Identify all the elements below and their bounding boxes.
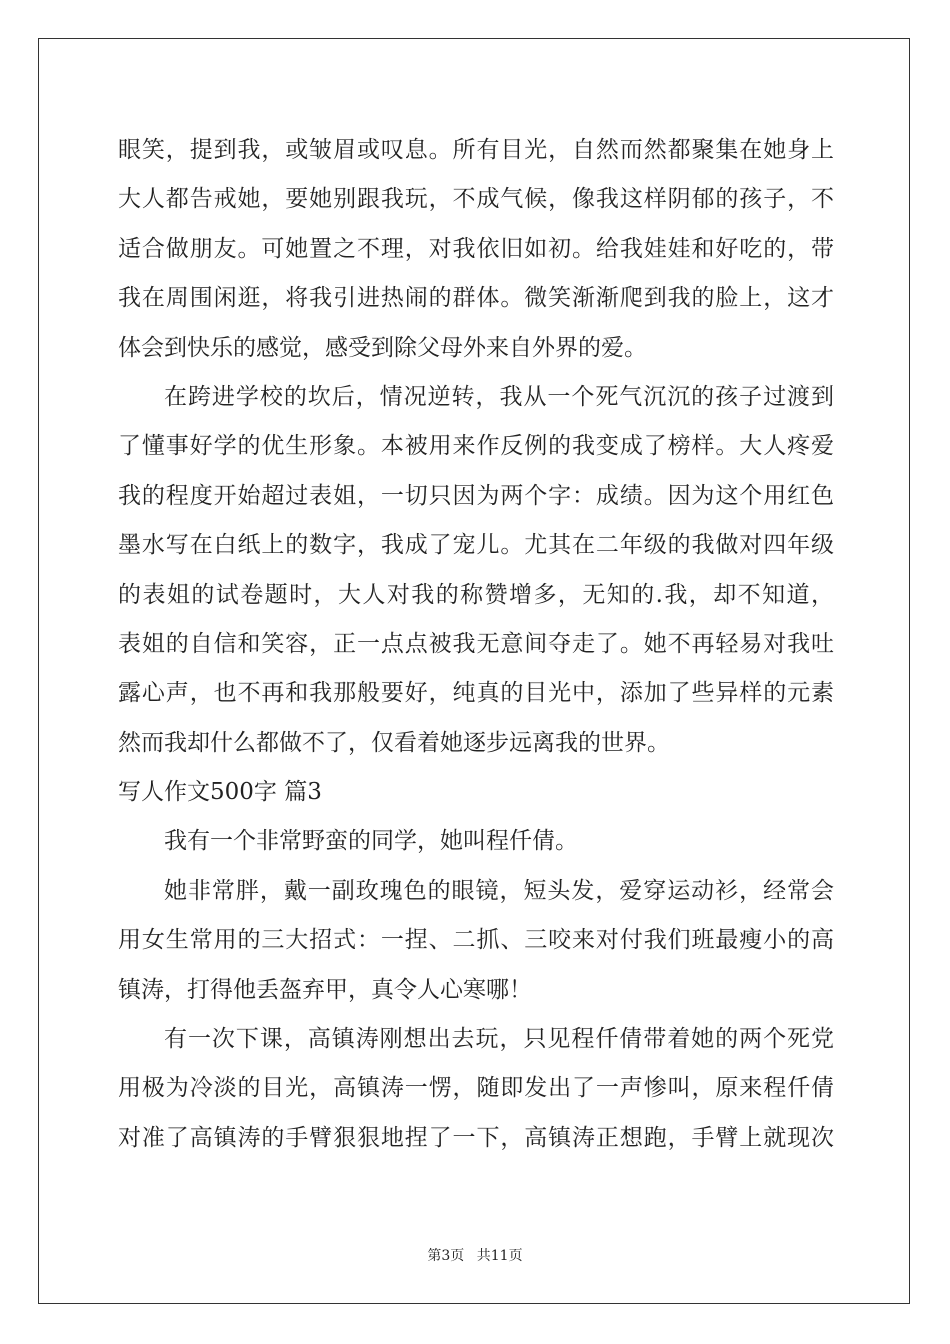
- text-line: 墨水写在白纸上的数字，我成了宠儿。尤其在二年级的我做对四年级: [118, 532, 834, 559]
- text-line: 我的程度开始超过表姐，一切只因为两个字：成绩。因为这个用红色: [118, 482, 834, 509]
- text-line: 了懂事好学的优生形象。本被用来作反例的我变成了榜样。大人疼爱: [118, 433, 834, 460]
- text-line: 用极为冷淡的目光，高镇涛一愣，随即发出了一声惨叫，原来程仟倩: [118, 1075, 834, 1102]
- text-line: 眼笑，提到我，或皱眉或叹息。所有目光，自然而然都聚集在她身上: [118, 137, 834, 163]
- text-line: 她非常胖，戴一副玫瑰色的眼镜，短头发，爱穿运动衫，经常会: [164, 877, 834, 904]
- text-line: 我有一个非常野蛮的同学，她叫程仟倩。: [164, 828, 578, 855]
- page-total: 共11页: [476, 1248, 523, 1264]
- text-line: 体会到快乐的感觉，感受到除父母外来自外界的爱。: [118, 334, 647, 361]
- text-line: 然而我却什么都做不了，仅看着她逐步远离我的世界。: [118, 729, 670, 756]
- text-line: 用女生常用的三大招式：一捏、二抓、三咬来对付我们班最瘦小的高: [118, 927, 834, 954]
- document-body: [118, 126, 834, 1163]
- text-line: 露心声，也不再和我那般要好，纯真的目光中，添加了些异样的元素: [118, 680, 834, 707]
- text-line: 在跨进学校的坎后，情况逆转，我从一个死气沉沉的孩子过渡到: [164, 383, 834, 410]
- page-number: 第3页: [427, 1248, 465, 1264]
- text-line: 表姐的自信和笑容，正一点点被我无意间夺走了。她不再轻易对我吐: [118, 630, 834, 657]
- text-line: 有一次下课，高镇涛刚想出去玩，只见程仟倩带着她的两个死党: [164, 1026, 834, 1053]
- text-line: 大人都告戒她，要她别跟我玩，不成气候，像我这样阴郁的孩子，不: [118, 186, 834, 213]
- text-line: 的表姐的试卷题时，大人对我的称赞增多，无知的.我，却不知道，: [118, 581, 834, 608]
- text-line: 对准了高镇涛的手臂狠狠地捏了一下，高镇涛正想跑，手臂上就现次: [118, 1124, 834, 1151]
- page-footer: [0, 1247, 950, 1265]
- section-heading: 写人作文500字 篇3: [118, 779, 322, 806]
- text-line: 镇涛，打得他丢盔弃甲，真令人心寒哪！: [118, 976, 532, 1003]
- text-line: 适合做朋友。可她置之不理，对我依旧如初。给我娃娃和好吃的，带: [118, 235, 834, 262]
- text-line: 我在周围闲逛，将我引进热闹的群体。微笑渐渐爬到我的脸上，这才: [118, 285, 834, 312]
